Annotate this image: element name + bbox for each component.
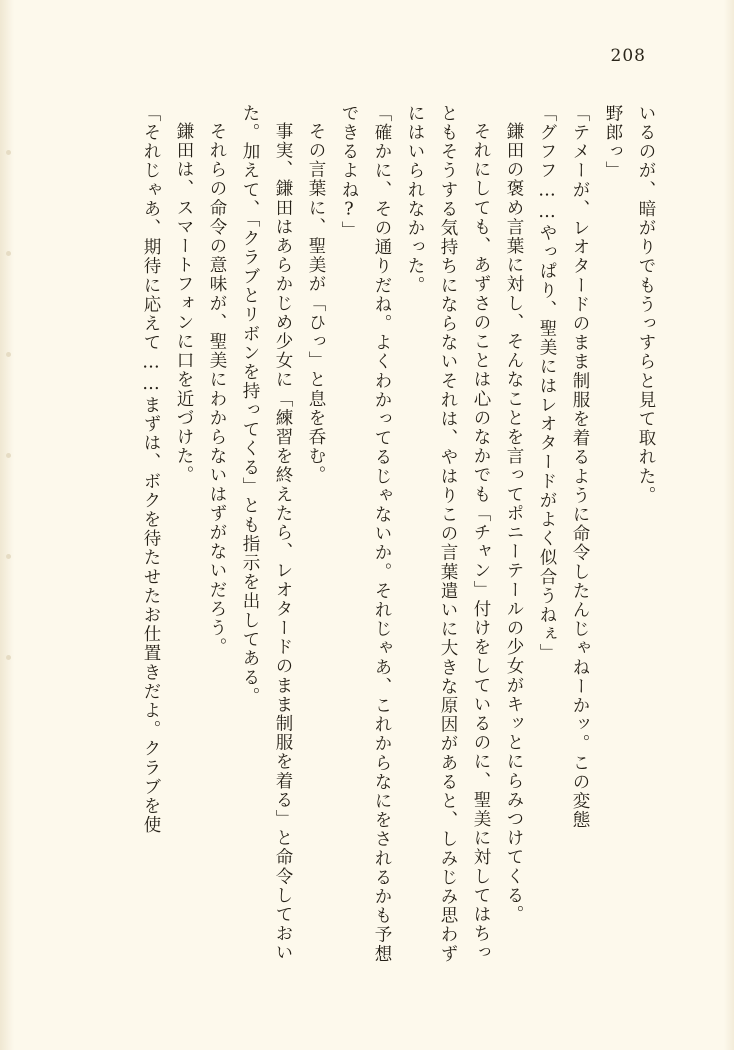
paragraph: その言葉に、聖美が「ひっ」と息を呑む。 <box>306 121 326 485</box>
margin-mark <box>6 453 11 458</box>
page-margin-marks <box>6 150 14 850</box>
paragraph: 「グフフ……やっぱり、聖美にはレオタードがよく似合うねぇ」 <box>537 104 557 663</box>
page-edge-shading-right <box>724 0 734 1050</box>
paragraph: 「確かに、その通りだね。よくわかってるじゃないか。それじゃあ、これからなにをされるかも予想できるよね?」 <box>339 104 392 964</box>
paragraph: 鎌田は、スマートフォンに口を近づけた。 <box>174 121 194 485</box>
margin-mark <box>6 554 11 559</box>
margin-mark <box>6 150 11 155</box>
margin-mark <box>6 352 11 357</box>
margin-mark <box>6 655 11 660</box>
page-edge-shading-left <box>0 0 14 1050</box>
paragraph: 事実、鎌田はあらかじめ少女に「練習を終えたら、レオタードのまま制服を着る」と命令しておいた。加えて、「クラブとリボンを持ってくる」とも指示を出してある。 <box>240 104 293 962</box>
paragraph: それにしても、あずさのことは心のなかでも「チャン」付けをしているのに、聖美に対してはちっともそうする気持ちにならないそれは、やはりこの言葉遣いに大きな原因があると、しみじみ思わずにはいられなかった。 <box>405 104 491 964</box>
paragraph: いるのが、暗がりでもうっすらと見て取れた。 <box>636 104 656 506</box>
page-number: 208 <box>610 46 646 66</box>
paragraph: 「テメーが、レオタードのまま制服を着るように命令したんじゃねーかッ。この変態 <box>570 104 590 830</box>
paragraph: 「それじゃあ、期待に応えて……まずは、ボクを待たせたお仕置きだよ。クラブを使 <box>141 104 161 835</box>
paragraph: それらの命令の意味が、聖美にわからないはずがないだろう。 <box>207 121 227 657</box>
page-body-text <box>102 104 662 966</box>
paragraph: 野郎っ」 <box>603 104 623 181</box>
margin-mark <box>6 251 11 256</box>
paragraph: 鎌田の褒め言葉に対し、そんなことを言ってポニーテールの少女がキッとにらみつけてくる。 <box>504 121 524 924</box>
